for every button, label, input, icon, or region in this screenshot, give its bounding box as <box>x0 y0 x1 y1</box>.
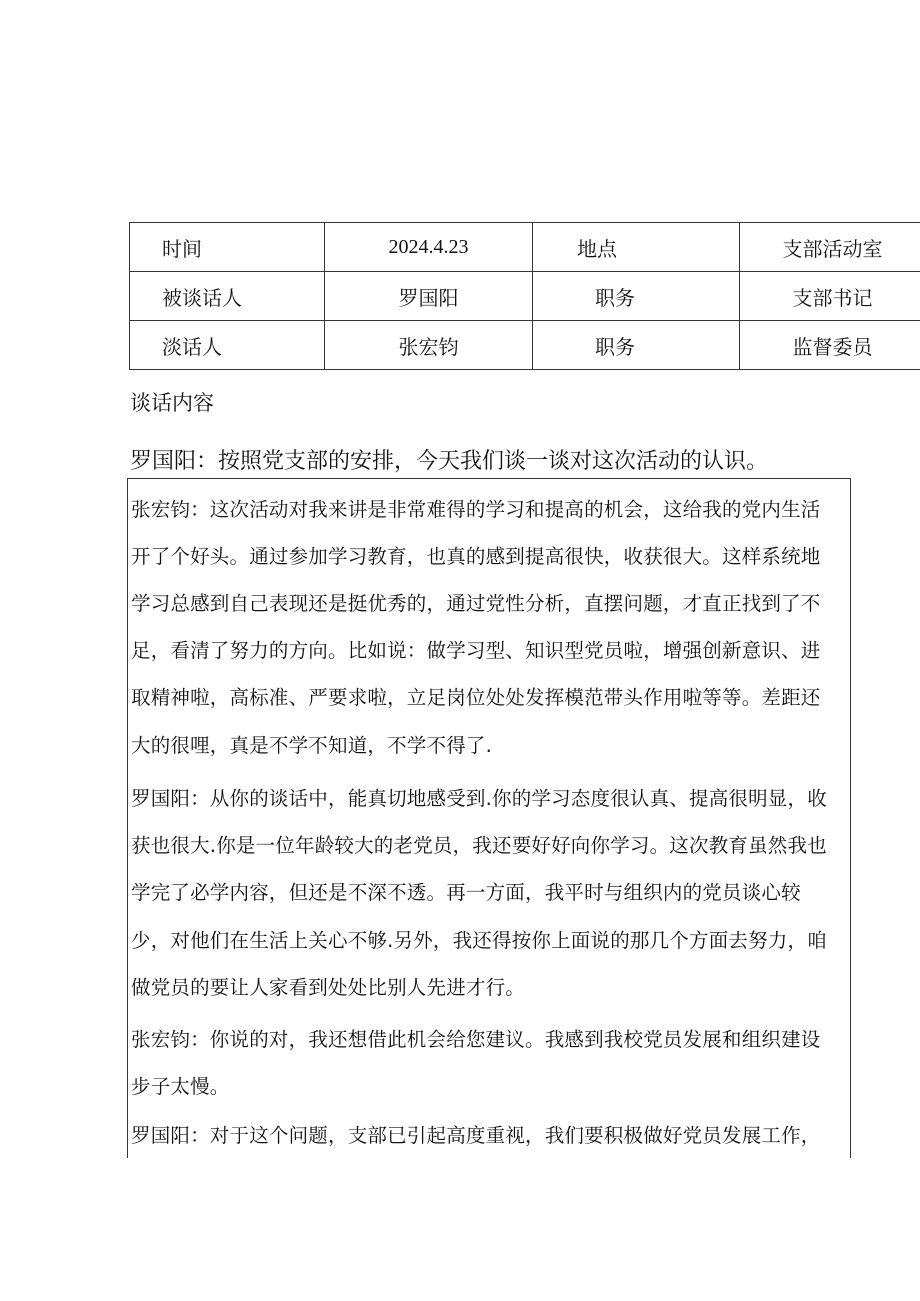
table-row <box>130 321 920 370</box>
value-interviewee-position: 支部书记 <box>740 272 920 321</box>
content-line: 罗国阳：从你的谈话中，能真切地感受到.你的学习态度很认真、提高很明显，收 <box>131 787 827 810</box>
label-time: 时间 <box>130 223 325 272</box>
content-line: 学习总感到自己表现还是挺优秀的，通过党性分析，直摆问题，才直正找到了不 <box>131 592 821 615</box>
label-location: 地点 <box>533 223 740 272</box>
label-interviewee: 被谈话人 <box>130 272 325 321</box>
label-position: 职务 <box>533 321 740 370</box>
content-line: 罗国阳：对于这个问题，支部已引起高度重视，我们要积极做好党员发展工作， <box>131 1124 821 1147</box>
value-interviewee: 罗国阳 <box>325 272 533 321</box>
content-line: 获也很大.你是一位年龄较大的老党员，我还要好好向你学习。这次教育虽然我也 <box>131 834 827 857</box>
intro-paragraph: 罗国阳：按照党支部的安排，今天我们谈一谈对这次活动的认识。 <box>130 449 769 474</box>
content-line: 少，对他们在生活上关心不够.另外，我还得按你上面说的那几个方面去努力，咱 <box>131 929 827 952</box>
table-row <box>130 223 920 272</box>
value-date: 2024.4.23 <box>325 223 533 272</box>
content-line: 张宏钧：这次活动对我来讲是非常难得的学习和提高的机会，这给我的党内生活 <box>131 498 821 521</box>
content-line: 大的很哩，真是不学不知道，不学不得了. <box>131 734 492 757</box>
conversation-content-box <box>127 478 851 1158</box>
label-position: 职务 <box>533 272 740 321</box>
label-interviewer: 淡话人 <box>130 321 325 370</box>
content-line: 学完了必学内容，但还是不深不透。再一方面，我平时与组织内的党员谈心较 <box>131 881 801 904</box>
content-line: 步子太慢。 <box>131 1075 230 1098</box>
section-title: 谈话内容 <box>130 391 214 415</box>
value-interviewer: 张宏钧 <box>325 321 533 370</box>
table-row <box>130 272 920 321</box>
content-line: 张宏钧：你说的对，我还想借此机会给您建议。我感到我校党员发展和组织建设 <box>131 1028 821 1051</box>
content-line: 取精神啦，高标准、严要求啦，立足岗位处处发挥模范带头作用啦等等。差距还 <box>131 686 821 709</box>
interview-info-table <box>129 222 920 370</box>
content-line: 做党员的要让人家看到处处比别人先进才行。 <box>131 976 526 999</box>
content-line: 开了个好头。通过参加学习教育，也真的感到提高很快，收获很大。这样系统地 <box>131 545 821 568</box>
value-interviewer-position: 监督委员 <box>740 321 920 370</box>
value-location: 支部活动室 <box>740 223 920 272</box>
content-line: 足，看清了努力的方向。比如说：做学习型、知识型党员啦，增强创新意识、进 <box>131 639 821 662</box>
